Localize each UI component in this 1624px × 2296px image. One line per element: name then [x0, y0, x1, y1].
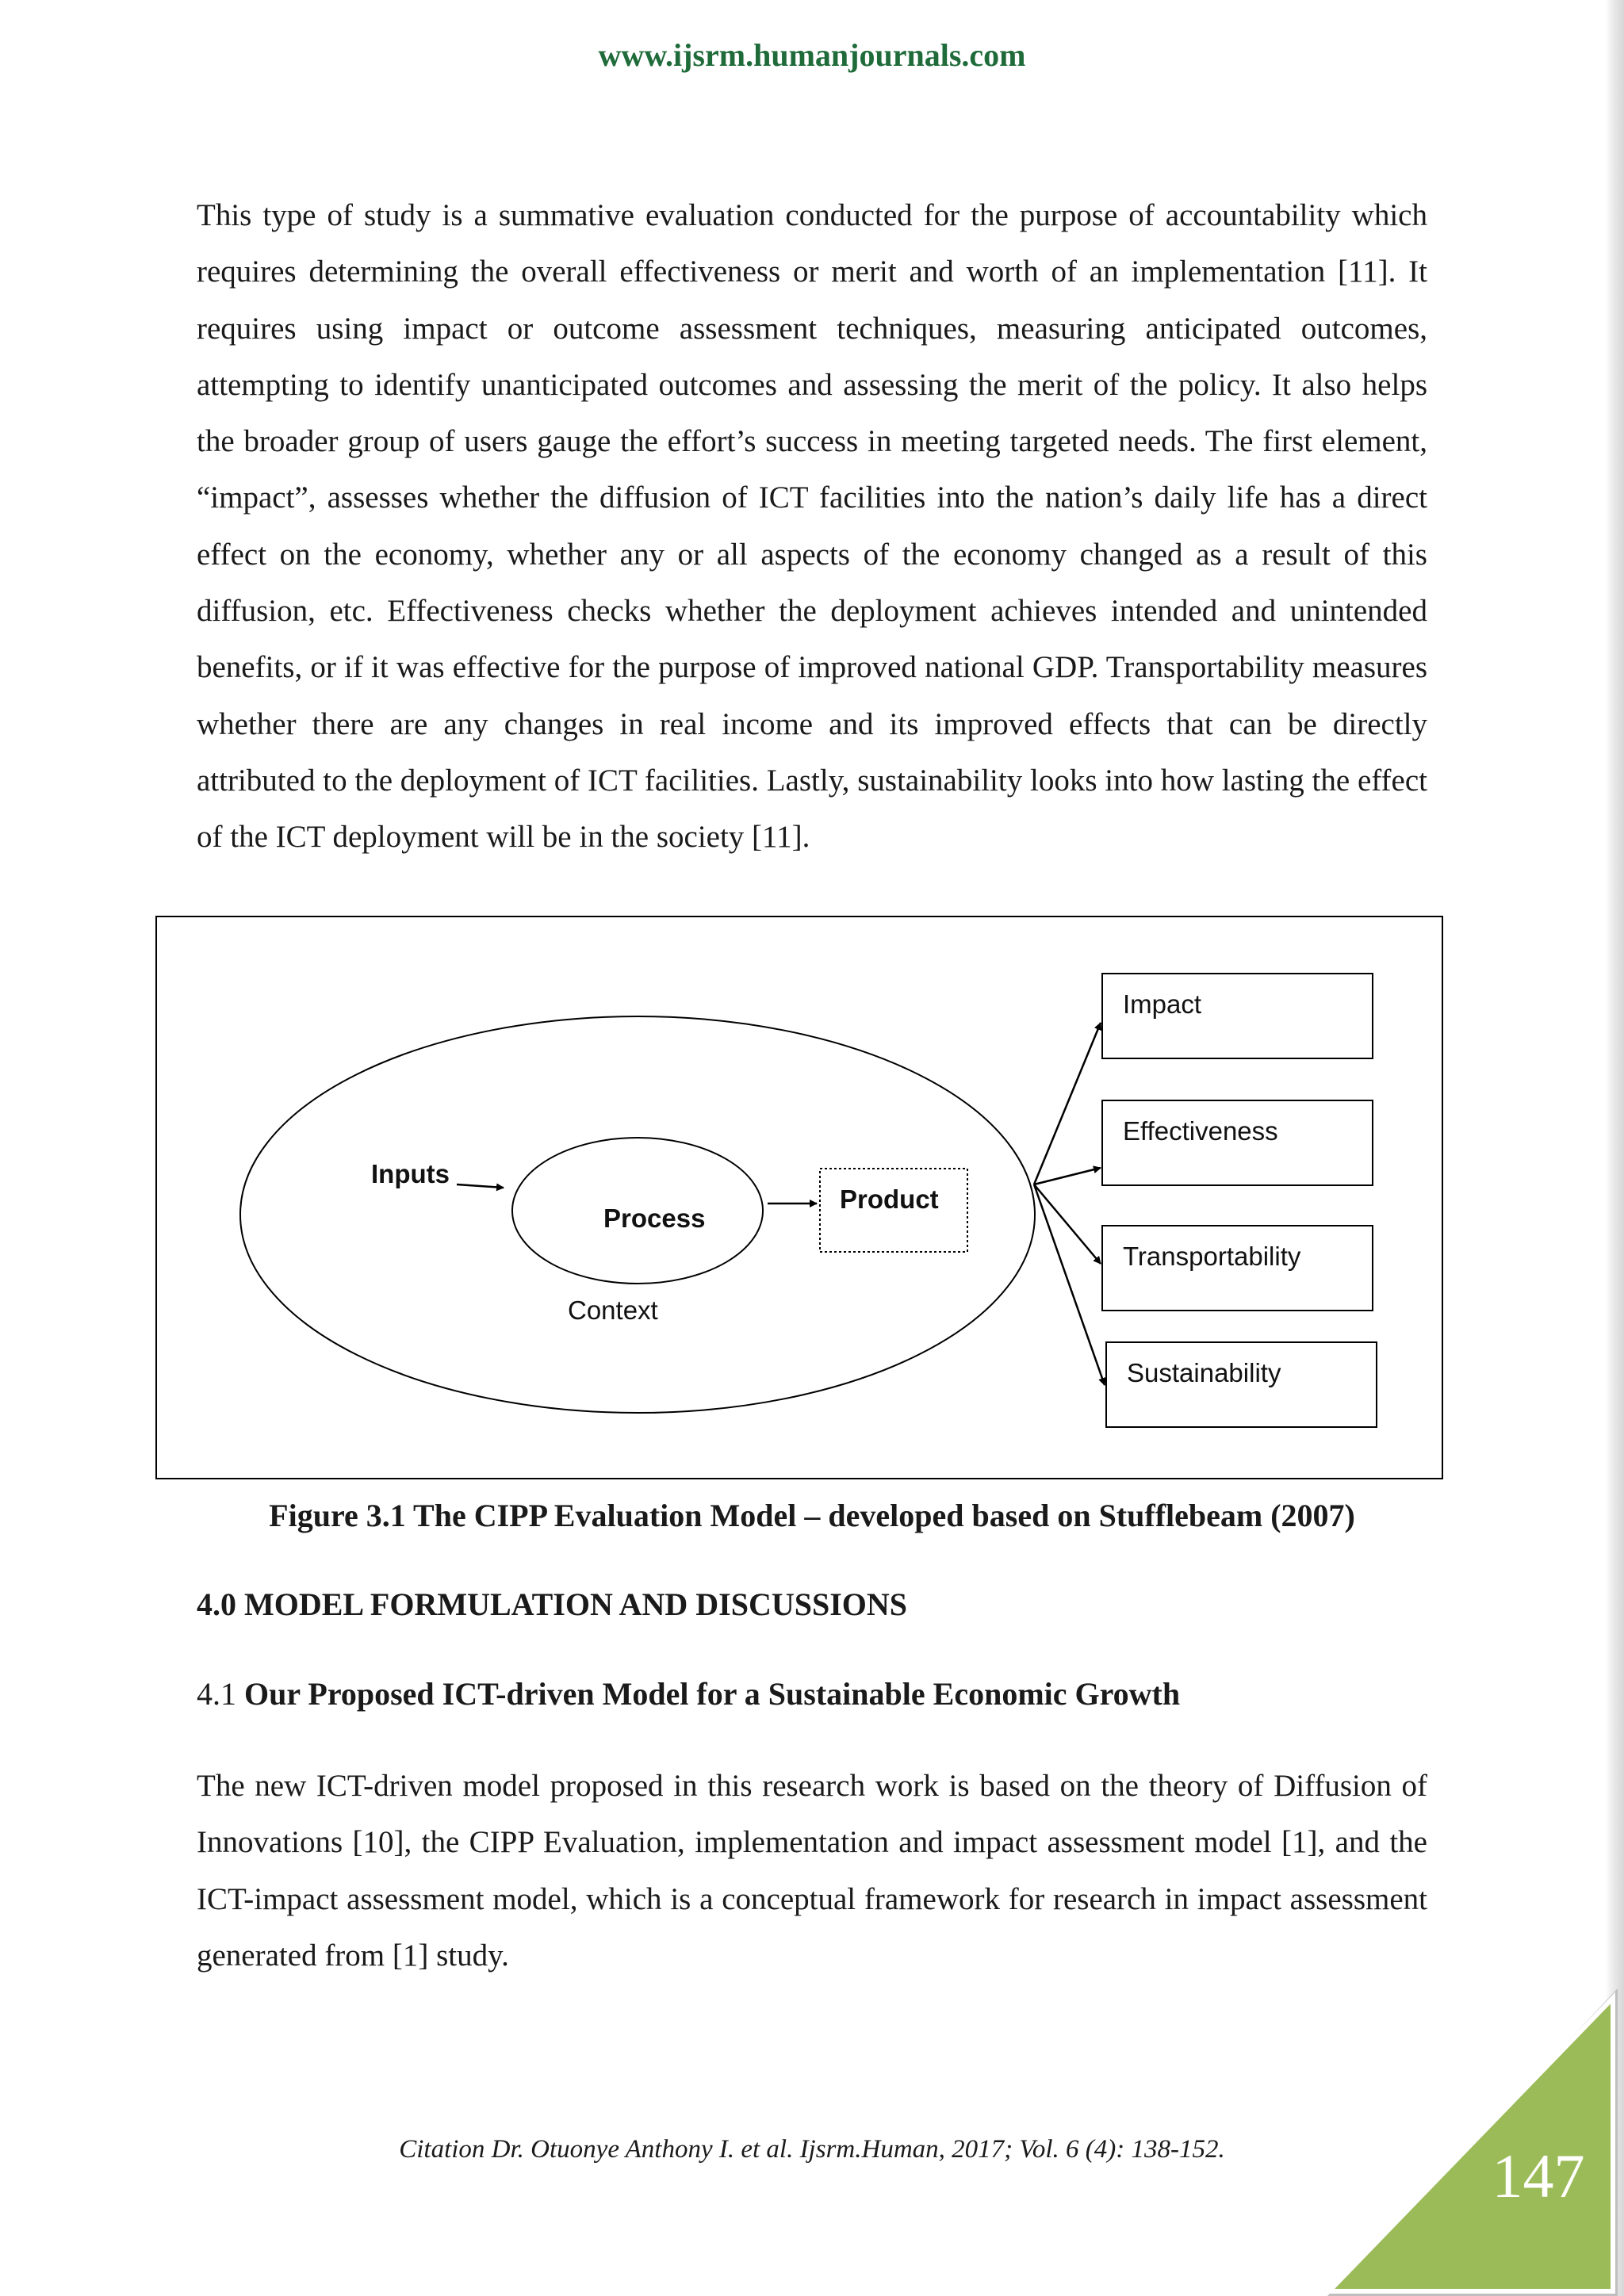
body-paragraph-1: This type of study is a summative evaluation conducted for the purpose of accountability which requires determining the overall effectiveness or merit and worth of an implementation [11]. It requires using impact or outcome assessment techniques, measuring anticipated outcomes, attempting to identify unanticipated outcomes and assessing the merit of the policy. It also helps the broader group of users gauge the effort’s success in meeting targeted needs. The first element, “impact”, assesses whether the diffusion of ICT facilities into the nation’s daily life has a direct effect on the economy, whether any or all aspects of the economy changed as a result of this diffusion, etc. Effectiveness checks whether the deployment achieves intended and unintended benefits, or if it was effective for the purpose of improved national GDP. Transportability measures whether there are any changes in real income and its improved effects that can be directly attributed to the deployment of ICT facilities. Lastly, sustainability looks into how lasting the effect of the ICT deployment will be in the society [11].	[197, 198, 1427, 855]
page-corner-triangle	[1323, 1982, 1619, 2296]
subsection-title: Our Proposed ICT-driven Model for a Sustainable Economic Growth	[244, 1676, 1181, 1712]
journal-website-header[interactable]: www.ijsrm.humanjournals.com	[598, 37, 1026, 73]
output-effectiveness-label: Effectiveness	[1123, 1116, 1278, 1146]
cipp-model-figure	[155, 916, 1443, 1479]
body-paragraph-2: The new ICT-driven model proposed in this research work is based on the theory of Diffusion of Innovations [10], the CIPP Evaluation, implementation and impact assessment model [1], and the ICT-impact assessment model, which is a conceptual framework for research in impact assessment generated from [1] study.	[197, 1769, 1427, 1973]
transportability-arrow	[1034, 1184, 1101, 1264]
output-impact-label: Impact	[1123, 989, 1202, 1019]
figure-caption: Figure 3.1 The CIPP Evaluation Model – developed based on Stufflebeam (2007)	[269, 1498, 1355, 1533]
inputs-arrow	[457, 1184, 504, 1188]
product-label: Product	[840, 1184, 939, 1214]
subsection-heading	[197, 1675, 1180, 1712]
footer-citation: Citation Dr. Otuonye Anthony I. et al. Ijsrm.Human, 2017; Vol. 6 (4): 138-152.	[399, 2135, 1225, 2164]
sustainability-arrow	[1034, 1184, 1105, 1385]
inputs-label: Inputs	[371, 1159, 450, 1188]
subsection-number: 4.1	[197, 1676, 236, 1712]
section-heading: 4.0 MODEL FORMULATION AND DISCUSSIONS	[197, 1586, 908, 1622]
effectiveness-arrow	[1034, 1168, 1101, 1184]
page-number: 147	[1492, 2141, 1585, 2210]
output-transportability-label: Transportability	[1123, 1242, 1301, 1271]
output-sustainability-label: Sustainability	[1127, 1358, 1281, 1387]
process-label: Process	[603, 1203, 706, 1233]
cipp-model-diagram	[157, 917, 1445, 1481]
page-edge-shadow	[1605, 0, 1624, 2296]
context-label: Context	[568, 1295, 658, 1325]
impact-arrow	[1034, 1023, 1101, 1184]
